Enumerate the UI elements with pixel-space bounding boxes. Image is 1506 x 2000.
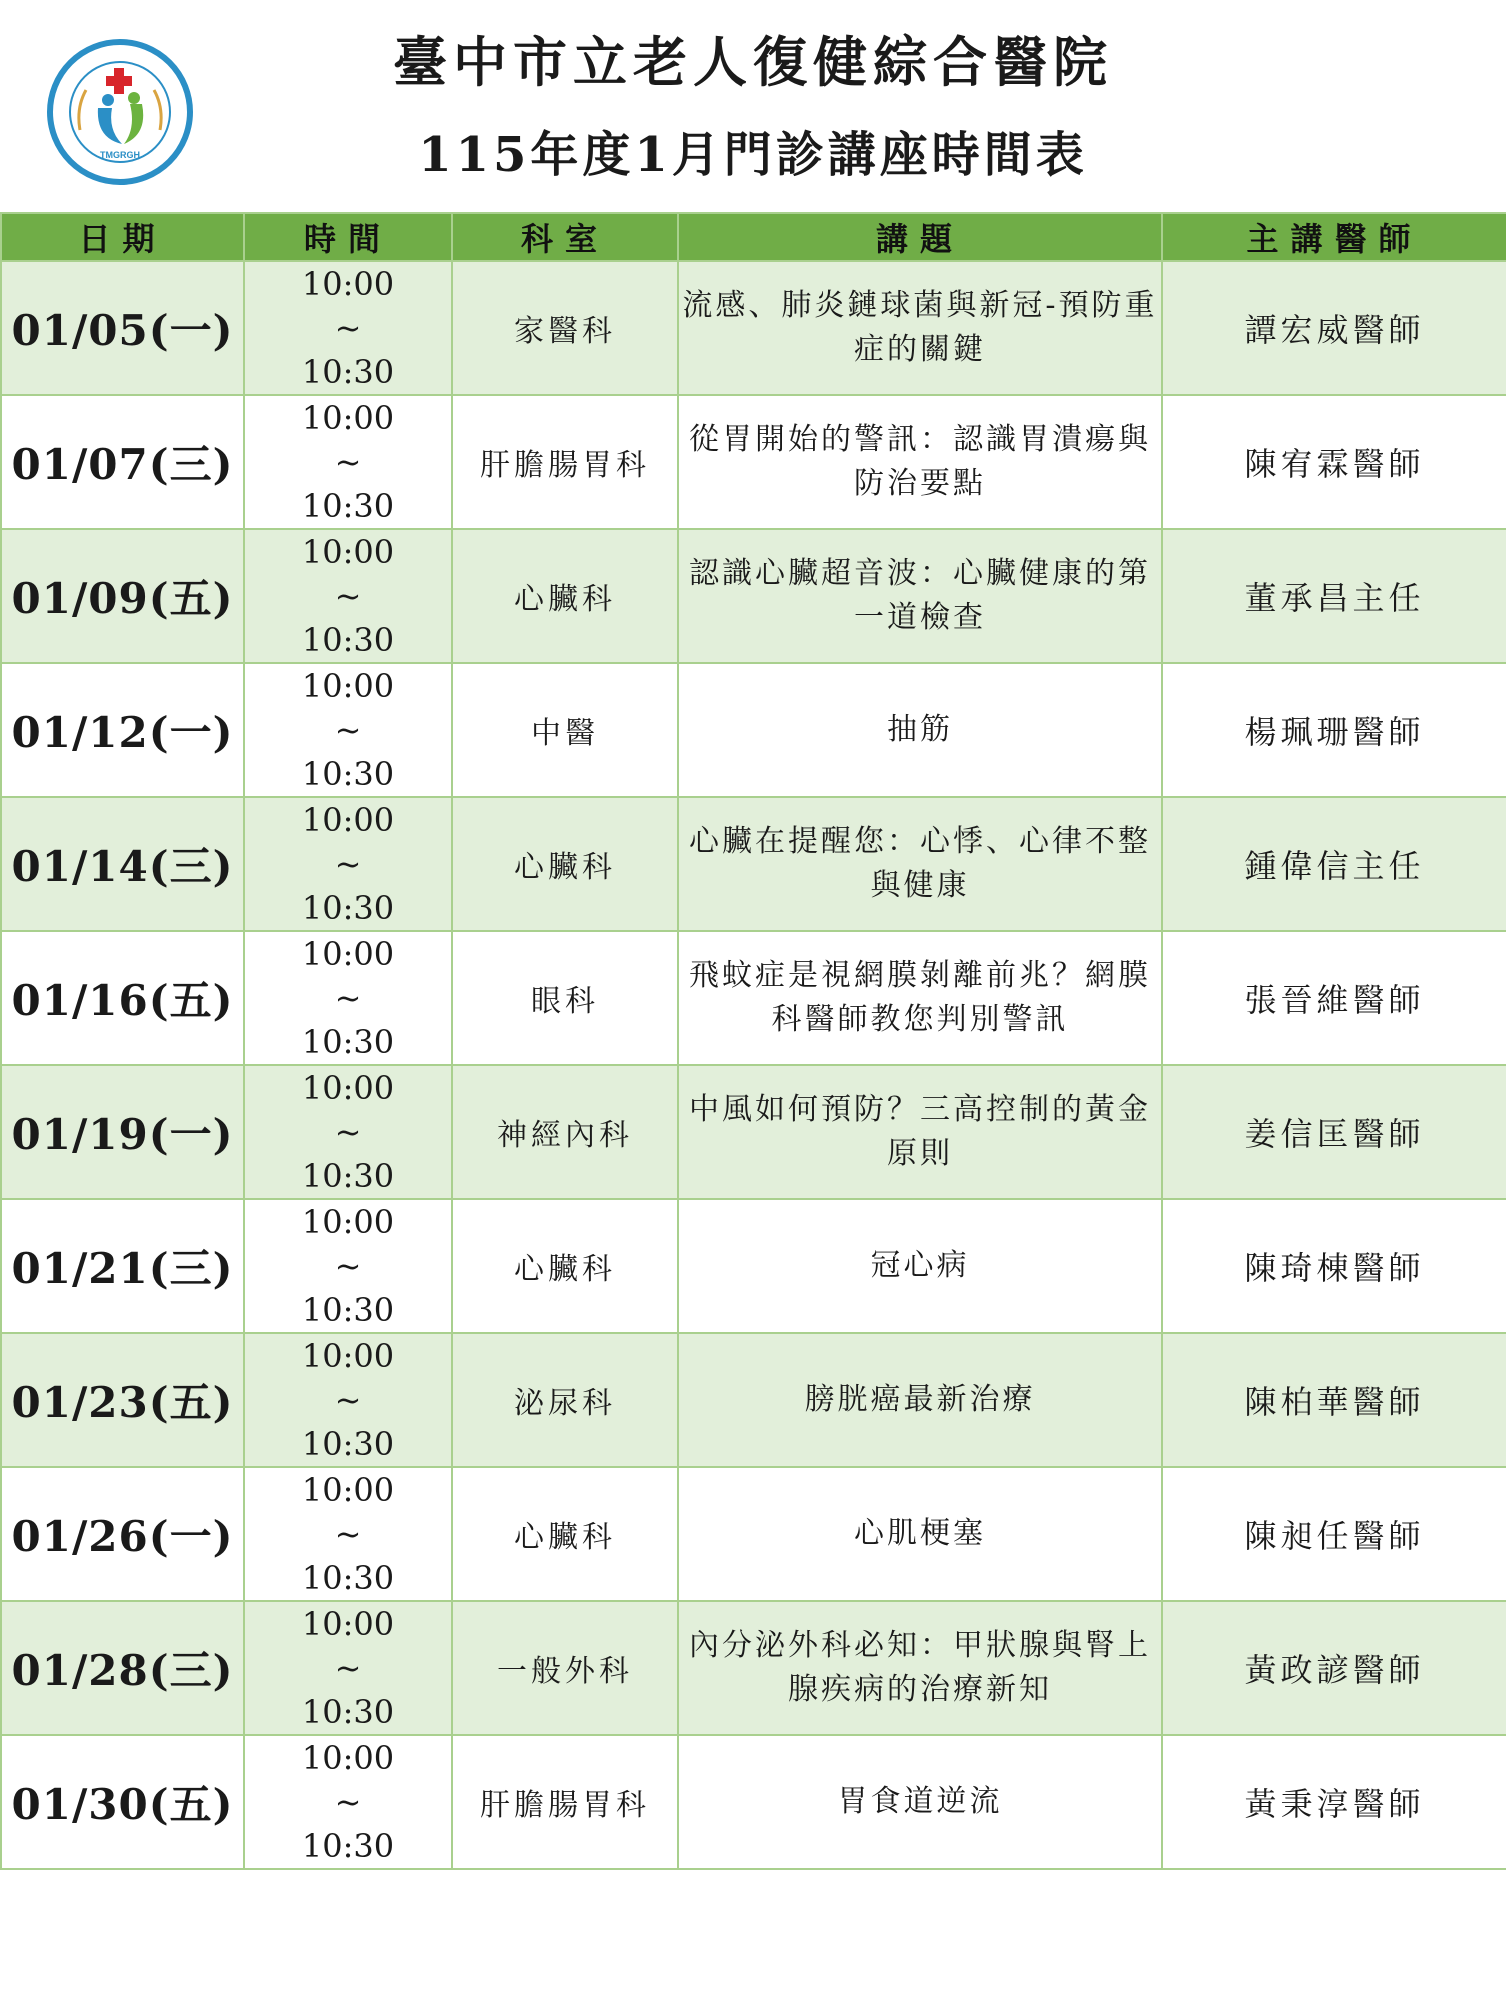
time-start: 10:00: [301, 399, 395, 437]
lecture-speaker: 陳昶任醫師: [1162, 1467, 1506, 1601]
lecture-time: [244, 1065, 452, 1199]
time-start: 10:00: [301, 1739, 395, 1777]
lecture-department: 心臟科: [452, 529, 678, 663]
hospital-name: 臺中市立老人復健綜合醫院: [393, 30, 1113, 94]
lecture-topic: 認識心臟超音波：心臟健康的第一道檢查: [678, 529, 1162, 663]
lecture-time: [244, 931, 452, 1065]
table-row: [1, 663, 1506, 797]
time-end: 10:30: [301, 487, 395, 525]
table-row: [1, 1735, 1506, 1869]
lecture-department: 心臟科: [452, 1199, 678, 1333]
lecture-department: 肝膽腸胃科: [452, 395, 678, 529]
time-start: 10:00: [301, 935, 395, 973]
table-row: [1, 1601, 1506, 1735]
time-separator: ~: [334, 443, 362, 481]
lecture-topic: 流感、肺炎鏈球菌與新冠-預防重症的關鍵: [678, 261, 1162, 395]
lecture-time: [244, 1735, 452, 1869]
lecture-time: [244, 663, 452, 797]
lecture-date: 01/07(三): [1, 395, 244, 529]
lecture-speaker: 鍾偉信主任: [1162, 797, 1506, 931]
lecture-date: 01/12(一): [1, 663, 244, 797]
time-end: 10:30: [301, 1023, 395, 1061]
table-row: [1, 1199, 1506, 1333]
lecture-date: 01/26(一): [1, 1467, 244, 1601]
lecture-speaker: 譚宏威醫師: [1162, 261, 1506, 395]
time-end: 10:30: [301, 1693, 395, 1731]
lecture-speaker: 陳宥霖醫師: [1162, 395, 1506, 529]
lecture-time: [244, 261, 452, 395]
table-row: [1, 1467, 1506, 1601]
table-row: [1, 1065, 1506, 1199]
time-start: 10:00: [301, 1471, 395, 1509]
time-end: 10:30: [301, 755, 395, 793]
time-start: 10:00: [301, 533, 395, 571]
lecture-department: 肝膽腸胃科: [452, 1735, 678, 1869]
lecture-time: [244, 1467, 452, 1601]
time-end: 10:30: [301, 1827, 395, 1865]
table-row: [1, 261, 1506, 395]
lecture-topic: 內分泌外科必知：甲狀腺與腎上腺疾病的治療新知: [678, 1601, 1162, 1735]
time-start: 10:00: [301, 1203, 395, 1241]
lecture-time: [244, 797, 452, 931]
lecture-department: 一般外科: [452, 1601, 678, 1735]
time-end: 10:30: [301, 1559, 395, 1597]
time-separator: ~: [334, 711, 362, 749]
lecture-topic: 冠心病: [678, 1199, 1162, 1333]
lecture-time: [244, 1199, 452, 1333]
lecture-speaker: 姜信匡醫師: [1162, 1065, 1506, 1199]
table-row: [1, 931, 1506, 1065]
lecture-time: [244, 529, 452, 663]
time-start: 10:00: [301, 265, 395, 303]
table-row: [1, 395, 1506, 529]
lecture-topic: 心臟在提醒您：心悸、心律不整與健康: [678, 797, 1162, 931]
time-end: 10:30: [301, 1425, 395, 1463]
table-header-row: [1, 213, 1506, 261]
lecture-topic: 從胃開始的警訊：認識胃潰瘍與防治要點: [678, 395, 1162, 529]
svg-text:TMGRGH: TMGRGH: [100, 150, 140, 160]
lecture-department: 家醫科: [452, 261, 678, 395]
lecture-department: 眼科: [452, 931, 678, 1065]
schedule-title: 115年度1月門診講座時間表: [418, 127, 1088, 183]
column-header-topic: 講題: [678, 213, 1162, 261]
lecture-speaker: 楊珮珊醫師: [1162, 663, 1506, 797]
table-row: [1, 797, 1506, 931]
lecture-date: 01/16(五): [1, 931, 244, 1065]
column-header-speaker: 主講醫師: [1162, 213, 1506, 261]
time-end: 10:30: [301, 353, 395, 391]
lecture-topic: 心肌梗塞: [678, 1467, 1162, 1601]
time-end: 10:30: [301, 1157, 395, 1195]
lecture-date: 01/23(五): [1, 1333, 244, 1467]
lecture-department: 泌尿科: [452, 1333, 678, 1467]
lecture-speaker: 陳柏華醫師: [1162, 1333, 1506, 1467]
time-separator: ~: [334, 577, 362, 615]
lecture-department: 心臟科: [452, 1467, 678, 1601]
time-separator: ~: [334, 309, 362, 347]
lecture-department: 心臟科: [452, 797, 678, 931]
table-row: [1, 529, 1506, 663]
lecture-date: 01/30(五): [1, 1735, 244, 1869]
lecture-speaker: 黃秉淳醫師: [1162, 1735, 1506, 1869]
time-start: 10:00: [301, 667, 395, 705]
lecture-time: [244, 1601, 452, 1735]
time-end: 10:30: [301, 889, 395, 927]
time-start: 10:00: [301, 801, 395, 839]
lecture-date: 01/21(三): [1, 1199, 244, 1333]
lecture-department: 中醫: [452, 663, 678, 797]
lecture-topic: 膀胱癌最新治療: [678, 1333, 1162, 1467]
lecture-topic: 中風如何預防？三高控制的黃金原則: [678, 1065, 1162, 1199]
time-separator: ~: [334, 1381, 362, 1419]
time-start: 10:00: [301, 1069, 395, 1107]
time-start: 10:00: [301, 1605, 395, 1643]
column-header-time: 時間: [244, 213, 452, 261]
lecture-department: 神經內科: [452, 1065, 678, 1199]
lecture-date: 01/19(一): [1, 1065, 244, 1199]
lecture-speaker: 陳琦棟醫師: [1162, 1199, 1506, 1333]
lecture-time: [244, 395, 452, 529]
lecture-date: 01/28(三): [1, 1601, 244, 1735]
lecture-speaker: 董承昌主任: [1162, 529, 1506, 663]
time-separator: ~: [334, 1113, 362, 1151]
lecture-date: 01/05(一): [1, 261, 244, 395]
lecture-date: 01/09(五): [1, 529, 244, 663]
lecture-topic: 飛蚊症是視網膜剝離前兆？網膜科醫師教您判別警訊: [678, 931, 1162, 1065]
time-separator: ~: [334, 1783, 362, 1821]
time-separator: ~: [334, 1247, 362, 1285]
lecture-time: [244, 1333, 452, 1467]
lecture-schedule-table: [0, 212, 1506, 1870]
time-separator: ~: [334, 1649, 362, 1687]
time-separator: ~: [334, 979, 362, 1017]
lecture-date: 01/14(三): [1, 797, 244, 931]
lecture-topic: 抽筋: [678, 663, 1162, 797]
time-end: 10:30: [301, 621, 395, 659]
lecture-speaker: 黃政諺醫師: [1162, 1601, 1506, 1735]
column-header-department: 科室: [452, 213, 678, 261]
time-separator: ~: [334, 1515, 362, 1553]
lecture-speaker: 張晉維醫師: [1162, 931, 1506, 1065]
lecture-topic: 胃食道逆流: [678, 1735, 1162, 1869]
table-row: [1, 1333, 1506, 1467]
time-end: 10:30: [301, 1291, 395, 1329]
column-header-date: 日期: [1, 213, 244, 261]
time-separator: ~: [334, 845, 362, 883]
page-header: [0, 0, 1506, 212]
time-start: 10:00: [301, 1337, 395, 1375]
